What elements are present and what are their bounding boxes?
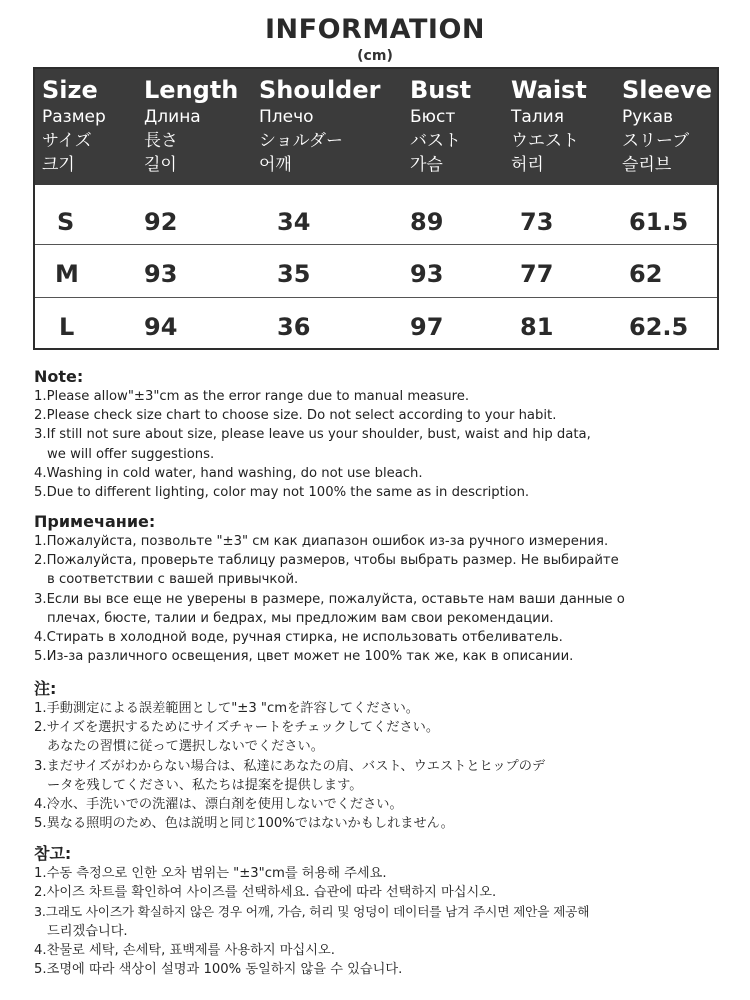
header-label-en: Shoulder (259, 76, 381, 104)
cell-sleeve: 62 (629, 260, 663, 288)
note-line: 2.Please check size chart to choose size. Do not select according to your habit. (34, 408, 557, 424)
header-label-ja: ウエスト (511, 131, 579, 151)
header-label-ko: 허리 (511, 155, 544, 175)
header-size (42, 75, 106, 177)
note-line: 3.If still not sure about size, please leave us your shoulder, bust, waist and hip data, (34, 427, 591, 443)
header-label-en: Bust (410, 76, 472, 104)
cell-length: 92 (144, 208, 178, 236)
header-label-ko: 어깨 (259, 155, 292, 175)
note-line: あなたの習慣に従って選択しないでください。 (47, 739, 324, 755)
header-label-ru: Бюст (410, 107, 456, 127)
size-table (33, 67, 719, 350)
note-line: 4.찬물로 세탁, 손세탁, 표백제를 사용하지 마십시오. (34, 942, 335, 958)
header-sleeve (622, 75, 712, 177)
note-line: в соответствии с вашей привычкой. (47, 572, 299, 588)
note-line: 3.그래도 사이즈가 확실하지 않은 경우 어깨, 가슴, 허리 및 엉덩이 데이터를 남겨 주시면 제안을 제공해 (34, 904, 590, 920)
notes-korean (34, 843, 734, 979)
notes-korean-title: 참고: (34, 844, 72, 863)
note-line: 5.Из-за различного освещения, цвет может не 100% так же, как в описании. (34, 649, 574, 665)
note-line: 1.Please allow"±3"cm as the error range due to manual measure. (34, 389, 470, 404)
note-line: 5.조명에 따라 색상이 설명과 100% 동일하지 않을 수 있습니다. (34, 962, 403, 978)
header-label-ja: スリーブ (622, 131, 690, 151)
note-line: we will offer suggestions. (47, 446, 215, 462)
note-line: 1.手動測定による誤差範囲として"±3 "cmを許容してください。 (34, 701, 419, 716)
note-line: 5.異なる照明のため、色は説明と同じ100%ではないかもしれません。 (34, 816, 454, 832)
header-label-ru: Плечо (259, 107, 314, 127)
cell-bust: 89 (410, 208, 444, 236)
header-label-ko: 크기 (42, 155, 75, 175)
cell-sleeve: 61.5 (629, 208, 689, 236)
unit-label: (cm) (357, 48, 393, 64)
cell-length: 94 (144, 313, 178, 341)
notes-russian-title: Примечание: (34, 512, 156, 531)
note-line: ータを残してください、私たちは提案を提供します。 (47, 777, 363, 793)
note-line: 5.Due to different lighting, color may not 100% the same as in description. (34, 485, 530, 501)
header-label-en: Waist (511, 76, 587, 104)
notes-english (34, 366, 734, 502)
cell-sleeve: 62.5 (629, 313, 689, 341)
cell-length: 93 (144, 260, 178, 288)
header-label-en: Length (144, 76, 239, 104)
note-line: 4.Стирать в холодной воде, ручная стирка, не использовать отбеливатель. (34, 630, 563, 646)
header-label-ja: ショルダー (259, 131, 343, 151)
cell-waist: 73 (520, 208, 554, 236)
header-label-ru: Размер (42, 107, 106, 127)
header-label-ko: 길이 (144, 155, 177, 175)
cell-waist: 77 (520, 260, 554, 288)
header-waist (511, 75, 587, 177)
header-label-ja: バスト (410, 131, 461, 151)
notes-japanese-title: 注: (34, 679, 57, 698)
header-label-ko: 슬리브 (622, 155, 672, 175)
table-row (35, 195, 717, 249)
row-divider (35, 297, 717, 298)
page-title: INFORMATION (264, 14, 485, 45)
table-row (35, 247, 717, 301)
cell-waist: 81 (520, 313, 554, 341)
note-line: 드리겠습니다. (47, 923, 128, 939)
row-divider (35, 244, 717, 245)
table-header (35, 69, 717, 185)
header-bust (410, 75, 471, 177)
cell-shoulder: 35 (277, 260, 311, 288)
cell-size: L (59, 313, 75, 341)
note-line: 1.Пожалуйста, позвольте "±3" см как диапазон ошибок из-за ручного измерения. (34, 534, 609, 549)
cell-bust: 93 (410, 260, 444, 288)
note-line: 2.사이즈 차트를 확인하여 사이즈를 선택하세요. 습관에 따라 선택하지 마십시오. (34, 885, 497, 901)
note-line: 2.サイズを選択するためにサイズチャートをチェックしてください。 (34, 720, 440, 736)
note-line: 4.冷水、手洗いでの洗濯は、漂白剤を使用しないでください。 (34, 797, 403, 813)
cell-size: S (57, 208, 75, 236)
header-label-ja: サイズ (42, 131, 92, 151)
notes-japanese (34, 678, 734, 833)
header-shoulder (259, 75, 380, 177)
table-row (35, 300, 717, 354)
cell-shoulder: 36 (277, 313, 311, 341)
header-label-ru: Рукав (622, 107, 674, 127)
header-label-ru: Длина (144, 107, 201, 127)
header-label-en: Sleeve (622, 76, 712, 104)
note-line: 2.Пожалуйста, проверьте таблицу размеров, чтобы выбрать размер. Не выбирайте (34, 553, 619, 569)
header-length (144, 75, 238, 177)
header-label-ko: 가슴 (410, 155, 443, 175)
notes-russian (34, 511, 734, 666)
header-label-en: Size (42, 76, 98, 104)
note-line: 3.まだサイズがわからない場合は、私達にあなたの肩、バスト、ウエストとヒップのデ (34, 758, 546, 774)
note-line: плечах, бюсте, талии и бедрах, мы предложим вам свои рекомендации. (47, 610, 554, 626)
cell-bust: 97 (410, 313, 444, 341)
cell-size: M (55, 260, 79, 288)
note-line: 1.수동 측정으로 인한 오차 범위는 "±3"cm를 허용해 주세요. (34, 866, 387, 881)
note-line: 3.Если вы все еще не уверены в размере, пожалуйста, оставьте нам ваши данные о (34, 591, 625, 607)
header-label-ru: Талия (511, 107, 564, 127)
cell-shoulder: 34 (277, 208, 311, 236)
note-line: 4.Washing in cold water, hand washing, do not use bleach. (34, 465, 423, 481)
header-label-ja: 長さ (144, 131, 178, 151)
notes-english-title: Note: (34, 367, 84, 386)
